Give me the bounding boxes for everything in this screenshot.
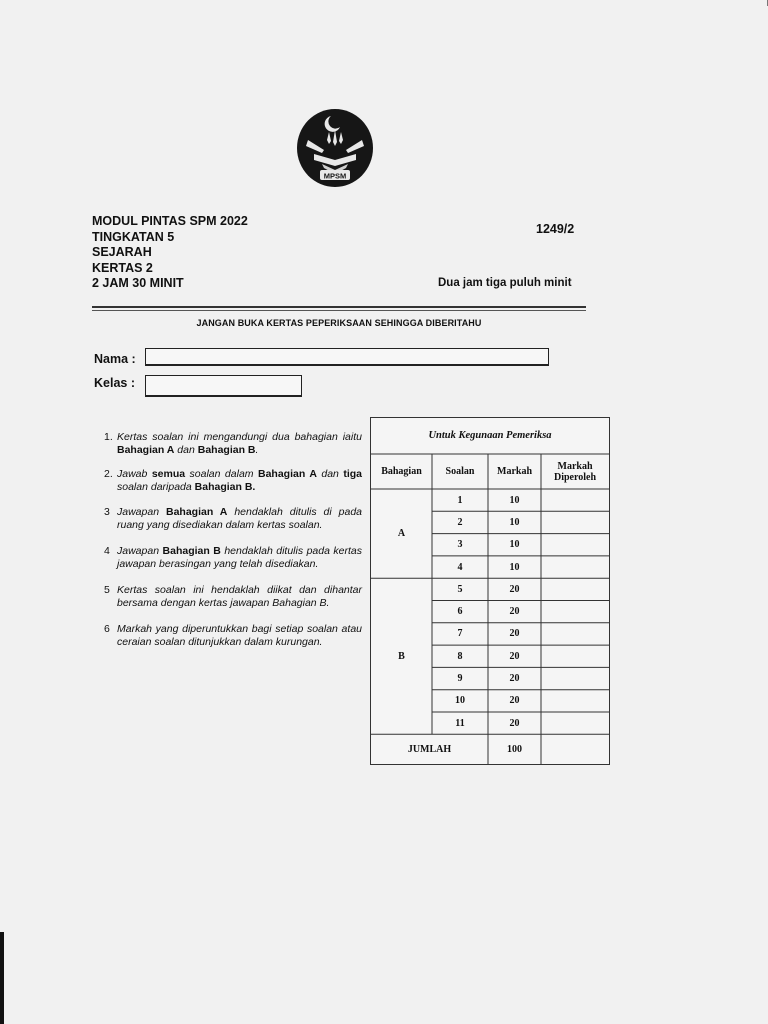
- header-line: MODUL PINTAS SPM 2022: [92, 214, 248, 228]
- question-number: 5: [457, 583, 463, 595]
- total-marks: 100: [507, 743, 522, 755]
- exam-header-left: [92, 214, 248, 292]
- marks-obtained-field[interactable]: [541, 623, 609, 645]
- class-label: Kelas :: [94, 376, 135, 390]
- question-marks: 20: [509, 606, 520, 618]
- marks-obtained-field[interactable]: [541, 667, 609, 689]
- question-marks: 20: [509, 583, 520, 595]
- question-number: 11: [455, 717, 465, 729]
- question-number: 7: [457, 628, 463, 640]
- question-marks: 20: [509, 717, 520, 729]
- examiner-marks-table: [370, 417, 610, 765]
- name-field[interactable]: [145, 348, 549, 366]
- question-marks: 20: [509, 650, 520, 662]
- instructions-list: [104, 431, 362, 662]
- marks-obtained-field[interactable]: [541, 690, 609, 712]
- question-number: 1: [457, 494, 463, 506]
- question-marks: 10: [509, 539, 520, 551]
- header-line: KERTAS 2: [92, 260, 153, 275]
- duration-text: Dua jam tiga puluh minit: [438, 277, 572, 289]
- marks-obtained-field[interactable]: [541, 712, 609, 734]
- instruction-item: 1. Kertas soalan ini mengandungi dua bahagian iaitu Bahagian A dan Bahagian B.: [104, 431, 362, 456]
- table-header-cell: Markah: [497, 466, 532, 477]
- logo-text: MPSM: [323, 171, 347, 181]
- marks-obtained-field[interactable]: [541, 645, 609, 667]
- question-number: 6: [457, 606, 463, 618]
- marks-obtained-field[interactable]: [541, 601, 609, 623]
- section-label: B: [398, 650, 405, 662]
- instruction-item: 6 Markah yang diperuntukkan bagi setiap soalan atau ceraian soalan ditunjukkan dalam kurungan.: [104, 623, 362, 648]
- instruction-item: 5 Kertas soalan ini hendaklah diikat dan dihantar bersama dengan kertas jawapan Bahagian B.: [104, 584, 362, 609]
- question-number: 3: [457, 539, 463, 551]
- total-obtained-field[interactable]: [541, 734, 609, 764]
- question-marks: 10: [509, 494, 520, 506]
- section-label: A: [397, 528, 406, 540]
- paper-code: 1249/2: [536, 222, 575, 236]
- marks-obtained-field[interactable]: [541, 556, 609, 578]
- question-number: 9: [457, 673, 463, 685]
- instruction-item: 2. Jawab semua soalan dalam Bahagian A dan tiga soalan daripada Bahagian B.: [104, 468, 362, 493]
- marks-obtained-field[interactable]: [541, 489, 609, 511]
- table-caption: Untuk Kegunaan Pemeriksa: [428, 430, 552, 441]
- marks-obtained-field[interactable]: [541, 578, 609, 600]
- question-marks: 20: [509, 673, 520, 685]
- question-number: 10: [455, 695, 465, 707]
- table-header-cell: Bahagian: [381, 466, 422, 477]
- marks-obtained-field[interactable]: [541, 534, 609, 556]
- question-number: 2: [457, 516, 463, 528]
- instruction-item: 3 Jawapan Bahagian A hendaklah ditulis di pada ruang yang disediakan dalam kertas soalan.: [104, 506, 362, 531]
- header-divider-thin: [92, 310, 586, 311]
- name-label: Nama :: [94, 352, 136, 366]
- header-line: 2 JAM 30 MINIT: [92, 276, 184, 290]
- total-label: JUMLAH: [407, 743, 452, 755]
- question-marks: 10: [509, 561, 520, 573]
- header-line: TINGKATAN 5: [92, 229, 175, 244]
- marks-obtained-field[interactable]: [541, 511, 609, 533]
- table-header-cell: Markah Diperoleh: [553, 460, 597, 483]
- class-field[interactable]: [145, 375, 302, 397]
- question-marks: 20: [509, 695, 520, 707]
- question-number: 8: [457, 650, 463, 662]
- mpsm-logo-icon: [296, 108, 374, 188]
- question-marks: 20: [509, 628, 520, 640]
- question-number: 4: [457, 561, 463, 573]
- do-not-open-warning: JANGAN BUKA KERTAS PEPERIKSAAN SEHINGGA DIBERITAHU: [196, 318, 482, 328]
- scan-edge-line: [0, 932, 4, 1024]
- header-line: SEJARAH: [92, 245, 152, 259]
- header-divider: [92, 306, 586, 308]
- table-header-cell: Soalan: [445, 466, 475, 477]
- instruction-item: 4 Jawapan Bahagian B hendaklah ditulis pada kertas jawapan berasingan yang telah disediakan.: [104, 545, 362, 570]
- question-marks: 10: [509, 516, 520, 528]
